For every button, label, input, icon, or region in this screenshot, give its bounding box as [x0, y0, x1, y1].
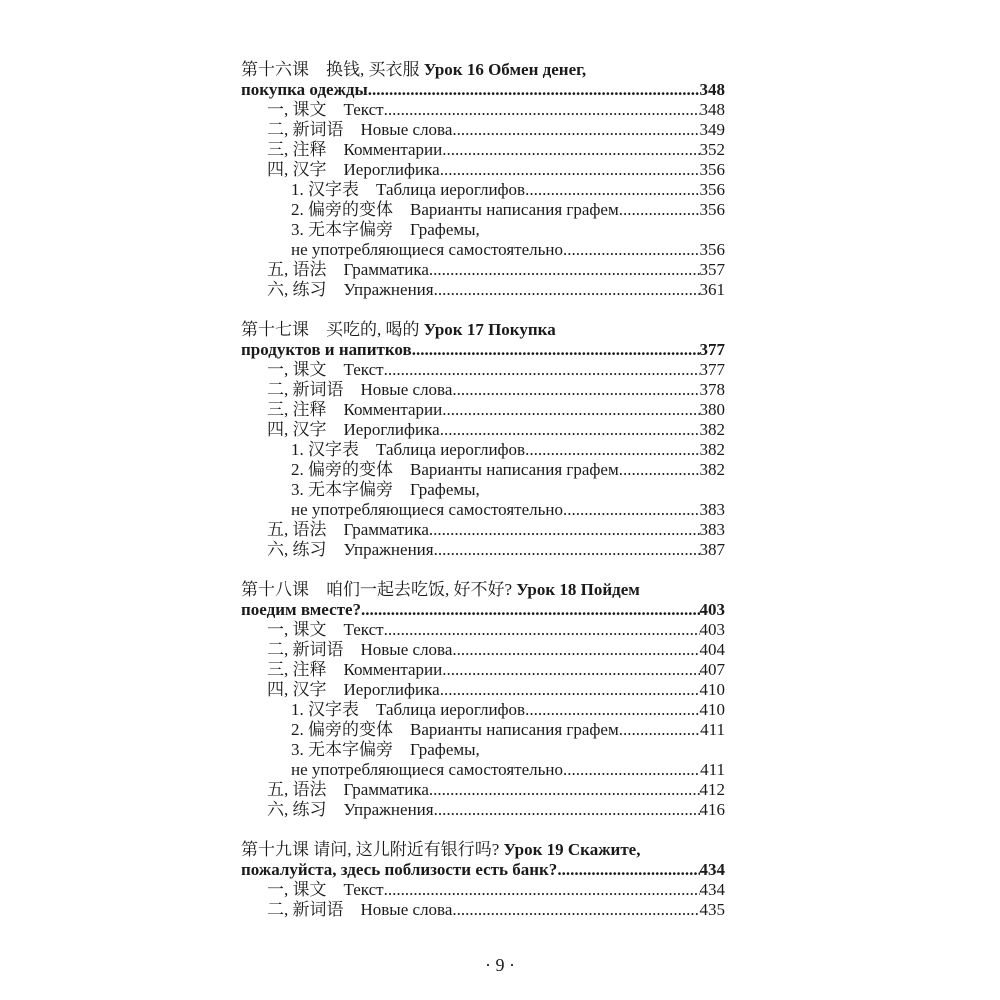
entry-page: 403: [699, 620, 725, 639]
dot-leader: [434, 540, 700, 560]
lesson-title-ru-cont: продуктов и напитков: [241, 340, 412, 359]
lesson-title-line-1: [241, 60, 725, 80]
toc-subentry-table: [241, 440, 725, 460]
dot-leader: [557, 860, 699, 880]
entry-page: 411: [700, 760, 725, 779]
dot-leader: [440, 420, 700, 440]
entry-label: 二, 新词语 Новые слова: [267, 900, 453, 919]
section-gap: [241, 300, 725, 320]
entry-label: 一, 课文 Текст: [267, 360, 384, 379]
toc-entry-grammar: [241, 780, 725, 800]
entry-page: 356: [699, 240, 725, 259]
dot-leader: [452, 900, 699, 920]
lesson-title-ru: Урок 18 Пойдем: [516, 580, 640, 599]
toc-subentry-variants: [241, 460, 725, 480]
lesson-title-cn: 第十七课 买吃的, 喝的: [241, 320, 420, 339]
entry-label: 三, 注释 Комментарии: [267, 400, 443, 419]
toc-entry-text: [241, 620, 725, 640]
entry-page: 348: [699, 100, 725, 119]
entry-label: 六, 练习 Упражнения: [267, 800, 434, 819]
entry-label: 2. 偏旁的变体 Варианты написания графем: [291, 720, 619, 739]
dot-leader: [563, 760, 700, 780]
toc-entry-comments: [241, 660, 725, 680]
entry-label: не употребляющиеся самостоятельно: [291, 760, 563, 779]
toc-entry-text: [241, 880, 725, 900]
toc-entry-text: [241, 360, 725, 380]
section-gap: [241, 560, 725, 580]
lesson-title-ru: Урок 16 Обмен денег,: [423, 60, 587, 79]
lesson-title-ru: Урок 19 Скажите,: [503, 840, 641, 859]
dot-leader: [442, 660, 699, 680]
dot-leader: [563, 500, 700, 520]
lesson-16: [241, 60, 725, 300]
toc-subentry-variants: [241, 720, 725, 740]
entry-page: 416: [699, 800, 725, 819]
entry-label: 1. 汉字表 Таблица иероглифов: [291, 700, 526, 719]
lesson-title-line-2: [241, 600, 725, 620]
entry-page: 356: [699, 160, 725, 179]
toc-entry-grammar: [241, 260, 725, 280]
dot-leader: [619, 720, 700, 740]
section-gap: [241, 820, 725, 840]
toc-entry-new-words: [241, 120, 725, 140]
dot-leader: [525, 180, 699, 200]
lesson-title-ru-cont: покупка одежды: [241, 80, 368, 99]
entry-page: 361: [699, 280, 725, 299]
lesson-title-ru-cont: поедим вместе?: [241, 600, 362, 619]
entry-page: 383: [699, 520, 725, 539]
dot-leader: [440, 680, 700, 700]
toc-entry-new-words: [241, 900, 725, 920]
dot-leader: [429, 260, 700, 280]
toc-entry-comments: [241, 400, 725, 420]
entry-page: 356: [699, 200, 725, 219]
entry-label: 二, 新词语 Новые слова: [267, 120, 453, 139]
entry-label: 四, 汉字 Иероглифика: [267, 680, 440, 699]
dot-leader: [412, 340, 700, 360]
entry-page: 382: [699, 420, 725, 439]
entry-page: 404: [699, 640, 725, 659]
table-of-contents: [241, 60, 725, 920]
entry-page: 380: [699, 400, 725, 419]
entry-label: 五, 语法 Грамматика: [267, 780, 429, 799]
dot-leader: [525, 700, 699, 720]
lesson-title-cn: 第十六课 换钱, 买衣服: [241, 60, 420, 79]
dot-leader: [384, 880, 700, 900]
entry-page: 435: [699, 900, 725, 919]
lesson-title-cn: 第十九课 请问, 这儿附近有银行吗?: [241, 840, 500, 859]
entry-label: 六, 练习 Упражнения: [267, 540, 434, 559]
lesson-title-ru-cont: пожалуйста, здесь поблизости есть банк?: [241, 860, 558, 879]
dot-leader: [452, 120, 699, 140]
entry-label: 3. 无本字偏旁 Графемы,: [291, 220, 480, 239]
lesson-title-line-2: [241, 80, 725, 100]
entry-page: 411: [700, 720, 725, 739]
entry-label: 五, 语法 Грамматика: [267, 260, 429, 279]
entry-page: 357: [699, 260, 725, 279]
lesson-title-ru: Урок 17 Покупка: [423, 320, 556, 339]
entry-label: 五, 语法 Грамматика: [267, 520, 429, 539]
toc-subentry-graphemes-cont: [241, 760, 725, 780]
lesson-title-line-2: [241, 340, 725, 360]
dot-leader: [452, 640, 699, 660]
entry-label: 1. 汉字表 Таблица иероглифов: [291, 440, 526, 459]
lesson-page: 377: [699, 340, 725, 359]
page-number: · 9 ·: [485, 955, 515, 975]
entry-label: 二, 新词语 Новые слова: [267, 640, 453, 659]
entry-label: 2. 偏旁的变体 Варианты написания графем: [291, 200, 619, 219]
entry-label: 一, 课文 Текст: [267, 620, 384, 639]
toc-subentry-variants: [241, 200, 725, 220]
entry-label: 六, 练习 Упражнения: [267, 280, 434, 299]
lesson-title-line-2: [241, 860, 725, 880]
entry-label: 2. 偏旁的变体 Варианты написания графем: [291, 460, 619, 479]
entry-page: 412: [699, 780, 725, 799]
entry-label: 二, 新词语 Новые слова: [267, 380, 453, 399]
lesson-19: [241, 840, 725, 920]
entry-label: 三, 注释 Комментарии: [267, 660, 443, 679]
lesson-title-line-1: [241, 840, 725, 860]
lesson-page: 403: [699, 600, 725, 619]
toc-entry-hieroglyphics: [241, 160, 725, 180]
lesson-18: [241, 580, 725, 820]
entry-label: 一, 课文 Текст: [267, 880, 384, 899]
dot-leader: [619, 200, 700, 220]
entry-label: 三, 注释 Комментарии: [267, 140, 443, 159]
entry-page: 377: [699, 360, 725, 379]
lesson-page: 434: [699, 860, 725, 879]
entry-label: 3. 无本字偏旁 Графемы,: [291, 480, 480, 499]
entry-label: 1. 汉字表 Таблица иероглифов: [291, 180, 526, 199]
dot-leader: [368, 80, 700, 100]
entry-page: 407: [699, 660, 725, 679]
entry-page: 410: [699, 700, 725, 719]
toc-subentry-table: [241, 180, 725, 200]
entry-page: 383: [699, 500, 725, 519]
lesson-17: [241, 320, 725, 560]
toc-subentry-table: [241, 700, 725, 720]
toc-entry-grammar: [241, 520, 725, 540]
toc-entry-text: [241, 100, 725, 120]
dot-leader: [434, 280, 700, 300]
entry-label: 3. 无本字偏旁 Графемы,: [291, 740, 480, 759]
dot-leader: [619, 460, 700, 480]
dot-leader: [442, 140, 699, 160]
entry-label: 四, 汉字 Иероглифика: [267, 420, 440, 439]
toc-entry-new-words: [241, 640, 725, 660]
toc-entry-exercises: [241, 280, 725, 300]
toc-subentry-graphemes: [241, 740, 725, 760]
dot-leader: [361, 600, 699, 620]
dot-leader: [384, 360, 700, 380]
entry-page: 434: [699, 880, 725, 899]
dot-leader: [525, 440, 699, 460]
dot-leader: [440, 160, 700, 180]
toc-subentry-graphemes-cont: [241, 240, 725, 260]
entry-label: не употребляющиеся самостоятельно: [291, 240, 563, 259]
lesson-title-line-1: [241, 580, 725, 600]
toc-entry-hieroglyphics: [241, 420, 725, 440]
entry-page: 410: [699, 680, 725, 699]
lesson-title-cn: 第十八课 咱们一起去吃饭, 好不好?: [241, 580, 513, 599]
dot-leader: [429, 780, 700, 800]
toc-entry-new-words: [241, 380, 725, 400]
dot-leader: [452, 380, 699, 400]
entry-page: 382: [699, 460, 725, 479]
entry-label: не употребляющиеся самостоятельно: [291, 500, 563, 519]
toc-subentry-graphemes-cont: [241, 500, 725, 520]
toc-subentry-graphemes: [241, 480, 725, 500]
dot-leader: [563, 240, 700, 260]
dot-leader: [434, 800, 700, 820]
dot-leader: [384, 100, 700, 120]
entry-page: 382: [699, 440, 725, 459]
toc-entry-exercises: [241, 540, 725, 560]
dot-leader: [429, 520, 700, 540]
lesson-title-line-1: [241, 320, 725, 340]
toc-entry-comments: [241, 140, 725, 160]
entry-page: 356: [699, 180, 725, 199]
entry-page: 387: [699, 540, 725, 559]
toc-subentry-graphemes: [241, 220, 725, 240]
entry-page: 378: [699, 380, 725, 399]
entry-label: 一, 课文 Текст: [267, 100, 384, 119]
lesson-page: 348: [699, 80, 725, 99]
toc-entry-hieroglyphics: [241, 680, 725, 700]
dot-leader: [384, 620, 700, 640]
entry-label: 四, 汉字 Иероглифика: [267, 160, 440, 179]
dot-leader: [442, 400, 699, 420]
entry-page: 349: [699, 120, 725, 139]
entry-page: 352: [699, 140, 725, 159]
toc-entry-exercises: [241, 800, 725, 820]
